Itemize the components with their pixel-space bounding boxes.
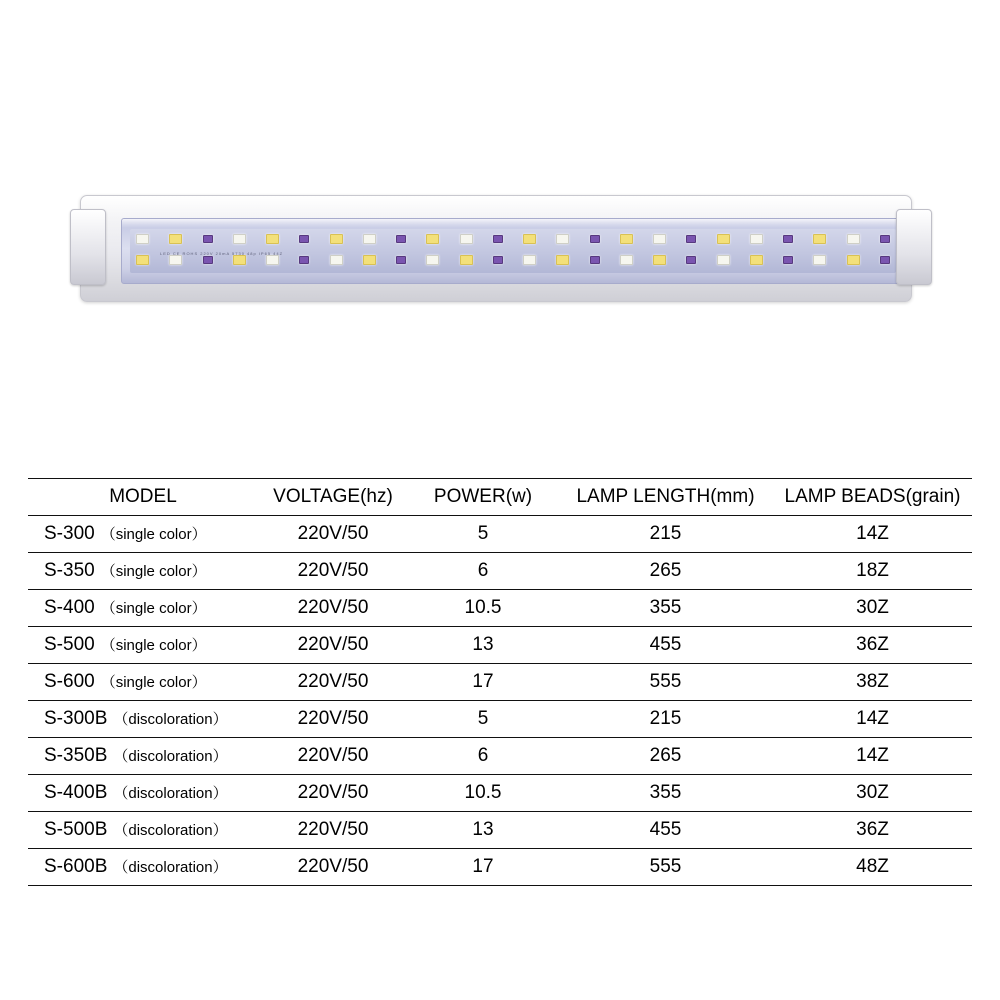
led-icon	[750, 255, 763, 265]
led-icon	[847, 255, 860, 265]
led-icon	[880, 256, 890, 264]
model-code: S-350B	[44, 745, 108, 766]
model-code: S-600B	[44, 856, 108, 877]
led-icon	[556, 234, 569, 244]
cell-lamp-length: 555	[558, 664, 773, 701]
table-row	[28, 775, 972, 812]
led-icon	[363, 255, 376, 265]
led-row-top	[136, 234, 890, 244]
column-header-power: POWER(w)	[408, 479, 558, 516]
cell-lamp-length: 455	[558, 627, 773, 664]
model-code: S-500	[44, 634, 95, 655]
led-icon	[686, 235, 696, 243]
cell-model	[28, 627, 258, 664]
table-row	[28, 516, 972, 553]
cell-lamp-length: 355	[558, 590, 773, 627]
cell-lamp-length: 265	[558, 738, 773, 775]
led-icon	[203, 256, 213, 264]
cell-lamp-length: 455	[558, 812, 773, 849]
cell-power: 13	[408, 812, 558, 849]
cell-power: 6	[408, 553, 558, 590]
model-code: S-500B	[44, 819, 108, 840]
cell-power: 17	[408, 849, 558, 886]
cell-voltage: 220V/50	[258, 664, 408, 701]
led-icon	[203, 235, 213, 243]
cell-lamp-beads: 36Z	[773, 812, 972, 849]
led-icon	[556, 255, 569, 265]
led-icon	[169, 234, 182, 244]
cell-lamp-beads: 30Z	[773, 590, 972, 627]
led-icon	[813, 234, 826, 244]
specification-table	[28, 478, 972, 886]
led-icon	[266, 255, 279, 265]
board-marking-text: LED CE ROHS 220V 20mA 5730 48p IP65 44Z	[160, 251, 284, 256]
cell-voltage: 220V/50	[258, 701, 408, 738]
model-qualifier: （single color）	[100, 600, 207, 617]
led-icon	[460, 234, 473, 244]
cell-voltage: 220V/50	[258, 775, 408, 812]
cell-model	[28, 775, 258, 812]
cell-voltage: 220V/50	[258, 590, 408, 627]
model-qualifier: （discoloration）	[113, 859, 228, 876]
table-row	[28, 701, 972, 738]
led-icon	[686, 256, 696, 264]
table-row	[28, 849, 972, 886]
cell-voltage: 220V/50	[258, 516, 408, 553]
led-icon	[266, 234, 279, 244]
led-icon	[813, 255, 826, 265]
led-icon	[783, 235, 793, 243]
cell-lamp-beads: 14Z	[773, 701, 972, 738]
led-icon	[396, 256, 406, 264]
led-icon	[847, 234, 860, 244]
model-code: S-300B	[44, 708, 108, 729]
cell-power: 10.5	[408, 775, 558, 812]
cell-lamp-length: 265	[558, 553, 773, 590]
model-qualifier: （single color）	[100, 563, 207, 580]
fixture-housing	[80, 195, 912, 302]
cell-voltage: 220V/50	[258, 553, 408, 590]
table-row	[28, 590, 972, 627]
led-icon	[493, 235, 503, 243]
led-icon	[363, 234, 376, 244]
led-icon	[136, 234, 149, 244]
cell-power: 13	[408, 627, 558, 664]
cell-lamp-beads: 14Z	[773, 516, 972, 553]
cell-voltage: 220V/50	[258, 849, 408, 886]
led-icon	[750, 234, 763, 244]
cell-lamp-beads: 48Z	[773, 849, 972, 886]
cell-lamp-beads: 14Z	[773, 738, 972, 775]
led-icon	[233, 255, 246, 265]
column-header-model: MODEL	[28, 479, 258, 516]
table-header-row	[28, 479, 972, 516]
led-icon	[299, 256, 309, 264]
led-icon	[590, 256, 600, 264]
model-code: S-300	[44, 523, 95, 544]
led-icon	[299, 235, 309, 243]
led-icon	[653, 255, 666, 265]
led-row-bottom	[136, 255, 890, 265]
cell-lamp-length: 215	[558, 516, 773, 553]
led-icon	[136, 255, 149, 265]
model-code: S-400	[44, 597, 95, 618]
led-icon	[717, 234, 730, 244]
cell-lamp-beads: 30Z	[773, 775, 972, 812]
led-circuit-board	[130, 229, 896, 273]
model-qualifier: （single color）	[100, 637, 207, 654]
led-icon	[169, 255, 182, 265]
cell-voltage: 220V/50	[258, 738, 408, 775]
column-header-lamp-length: LAMP LENGTH(mm)	[558, 479, 773, 516]
cell-model	[28, 590, 258, 627]
led-icon	[426, 234, 439, 244]
table-row	[28, 738, 972, 775]
cell-lamp-length: 355	[558, 775, 773, 812]
cell-model	[28, 664, 258, 701]
end-cap-left	[70, 209, 106, 285]
cell-lamp-beads: 36Z	[773, 627, 972, 664]
cell-model	[28, 738, 258, 775]
table-row	[28, 812, 972, 849]
model-qualifier: （discoloration）	[113, 748, 228, 765]
led-icon	[880, 235, 890, 243]
led-icon	[620, 234, 633, 244]
cell-model	[28, 553, 258, 590]
led-icon	[783, 256, 793, 264]
cell-power: 17	[408, 664, 558, 701]
cell-power: 5	[408, 701, 558, 738]
model-qualifier: （single color）	[100, 526, 207, 543]
cell-model	[28, 701, 258, 738]
led-icon	[523, 234, 536, 244]
cell-model	[28, 516, 258, 553]
model-qualifier: （discoloration）	[113, 822, 228, 839]
led-icon	[426, 255, 439, 265]
table-row	[28, 627, 972, 664]
led-icon	[493, 256, 503, 264]
led-icon	[620, 255, 633, 265]
table-row	[28, 553, 972, 590]
led-icon	[717, 255, 730, 265]
cell-voltage: 220V/50	[258, 812, 408, 849]
cell-model	[28, 812, 258, 849]
cell-model	[28, 849, 258, 886]
diffuser-channel	[121, 218, 905, 284]
column-header-lamp-beads: LAMP BEADS(grain)	[773, 479, 972, 516]
model-qualifier: （single color）	[100, 674, 207, 691]
end-cap-right	[896, 209, 932, 285]
model-qualifier: （discoloration）	[113, 711, 228, 728]
led-icon	[330, 234, 343, 244]
column-header-voltage: VOLTAGE(hz)	[258, 479, 408, 516]
cell-lamp-beads: 38Z	[773, 664, 972, 701]
led-icon	[460, 255, 473, 265]
led-icon	[590, 235, 600, 243]
model-code: S-400B	[44, 782, 108, 803]
cell-voltage: 220V/50	[258, 627, 408, 664]
cell-power: 10.5	[408, 590, 558, 627]
led-icon	[330, 255, 343, 265]
led-icon	[523, 255, 536, 265]
product-photo	[70, 185, 930, 310]
model-code: S-350	[44, 560, 95, 581]
table-row	[28, 664, 972, 701]
model-qualifier: （discoloration）	[113, 785, 228, 802]
led-icon	[653, 234, 666, 244]
cell-power: 6	[408, 738, 558, 775]
led-icon	[233, 234, 246, 244]
model-code: S-600	[44, 671, 95, 692]
cell-lamp-length: 555	[558, 849, 773, 886]
led-icon	[396, 235, 406, 243]
cell-lamp-beads: 18Z	[773, 553, 972, 590]
cell-lamp-length: 215	[558, 701, 773, 738]
cell-power: 5	[408, 516, 558, 553]
